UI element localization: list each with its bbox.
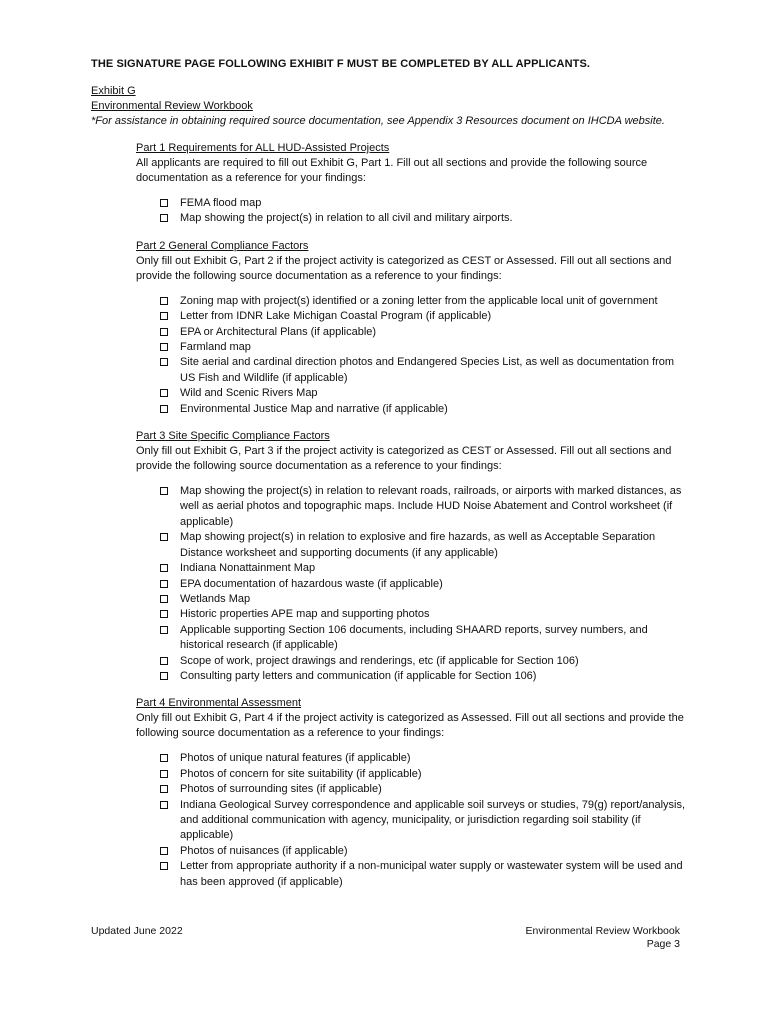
checklist-item (158, 402, 686, 417)
checklist-item-text: Letter from appropriate authority if a non-municipal water supply or wastewater system will be used and has been approved (if applicable) (180, 860, 683, 888)
part-section-3 (136, 429, 686, 684)
checkbox[interactable] (160, 405, 168, 413)
checkbox[interactable] (160, 358, 168, 366)
checklist (158, 484, 686, 684)
checklist-item-text: Photos of nuisances (if applicable) (180, 844, 348, 857)
checklist-item (158, 654, 686, 669)
checklist-item-text: Wild and Scenic Rivers Map (180, 387, 318, 400)
part-section-4 (136, 696, 686, 890)
checklist-item (158, 561, 686, 576)
exhibit-label: Exhibit G (91, 85, 136, 97)
part-heading: Part 3 Site Specific Compliance Factors (136, 430, 330, 443)
checklist (158, 751, 686, 890)
checklist-item-text: Consulting party letters and communication (if applicable for Section 106) (180, 669, 537, 682)
checklist-item-text: Photos of concern for site suitability (if applicable) (180, 767, 422, 780)
part-intro: Only fill out Exhibit G, Part 4 if the project activity is categorized as Assessed. Fill out all sections and provide the following source documentation as a reference to your findings: (136, 712, 684, 740)
checklist-item (158, 798, 686, 844)
checkbox[interactable] (160, 672, 168, 680)
parts-container (91, 141, 686, 890)
checklist-item-text: Applicable supporting Section 106 documents, including SHAARD reports, survey numbers, and historical research (if applicable) (180, 623, 648, 652)
checklist-item-text: Site aerial and cardinal direction photos and Endangered Species List, as well as documentation from US Fish and Wildlife (if applicable) (180, 356, 675, 384)
checklist-item (158, 484, 686, 530)
checklist-item (158, 844, 686, 859)
checklist-item (158, 577, 686, 592)
part-heading: Part 2 General Compliance Factors (136, 239, 309, 252)
part-heading: Part 1 Requirements for ALL HUD-Assisted Projects (136, 142, 390, 154)
checkbox[interactable] (160, 626, 168, 634)
checkbox[interactable] (160, 754, 168, 762)
checkbox[interactable] (160, 770, 168, 778)
checklist-item (158, 340, 686, 355)
checkbox[interactable] (160, 657, 168, 665)
checklist-item (158, 751, 686, 766)
checklist-item (158, 355, 686, 386)
checklist-item-text: Photos of surrounding sites (if applicable) (180, 783, 382, 796)
checklist-item (158, 592, 686, 607)
checklist-item-text: Scope of work, project drawings and renderings, etc (if applicable for Section 106) (180, 654, 579, 667)
checklist-item-text: Map showing project(s) in relation to explosive and fire hazards, as well as Acceptable Separation Distance worksheet and supporting documents (if any applicable) (180, 531, 656, 559)
checklist-item (158, 196, 686, 211)
checklist-item-text: EPA or Architectural Plans (if applicable) (180, 325, 377, 338)
checklist-item (158, 623, 686, 654)
footer-updated: Updated June 2022 (91, 925, 183, 937)
checklist-item (158, 859, 686, 890)
checkbox[interactable] (160, 580, 168, 588)
checkbox[interactable] (160, 595, 168, 603)
part-section-2 (136, 239, 686, 417)
part-intro: Only fill out Exhibit G, Part 2 if the project activity is categorized as CEST or Assessed. Fill out all sections and provide the following source documentation as a reference to your findings: (136, 254, 672, 282)
part-intro: Only fill out Exhibit G, Part 3 if the project activity is categorized as CEST or Assessed. Fill out all sections and provide the following source documentation as a reference to your findings: (136, 445, 672, 473)
checklist-item-text: Historic properties APE map and supporting photos (180, 608, 430, 621)
checklist-item-text: Photos of unique natural features (if applicable) (180, 752, 411, 765)
checkbox[interactable] (160, 312, 168, 320)
checkbox[interactable] (160, 328, 168, 336)
signature-notice: THE SIGNATURE PAGE FOLLOWING EXHIBIT F MUST BE COMPLETED BY ALL APPLICANTS. (91, 58, 591, 70)
part-intro: All applicants are required to fill out Exhibit G, Part 1. Fill out all sections and provide the following source documentation as a reference for your findings: (136, 157, 648, 184)
checklist-item (158, 767, 686, 782)
checkbox[interactable] (160, 801, 168, 809)
footer-doc-name: Environmental Review Workbook (525, 925, 680, 937)
checkbox[interactable] (160, 343, 168, 351)
checkbox[interactable] (160, 610, 168, 618)
assistance-note: *For assistance in obtaining required source documentation, see Appendix 3 Resources document on IHCDA website. (91, 115, 665, 127)
checkbox[interactable] (160, 847, 168, 855)
checkbox[interactable] (160, 533, 168, 541)
checklist-item (158, 211, 686, 226)
part-heading: Part 4 Environmental Assessment (136, 697, 302, 710)
checklist-item-text: Wetlands Map (180, 592, 251, 605)
checkbox[interactable] (160, 487, 168, 495)
checklist-item-text: EPA documentation of hazardous waste (if applicable) (180, 577, 443, 590)
checklist-item-text: Environmental Justice Map and narrative (if applicable) (180, 402, 448, 415)
checklist-item (158, 294, 686, 309)
document-page (91, 58, 686, 900)
part-section-1 (136, 141, 686, 227)
footer-right (526, 925, 680, 951)
checklist-item-text: Zoning map with project(s) identified or a zoning letter from the applicable local unit of government (180, 294, 658, 307)
checkbox[interactable] (160, 214, 168, 222)
checklist-item-text: FEMA flood map (180, 197, 262, 209)
checklist (158, 294, 686, 417)
checklist-item (158, 669, 686, 684)
footer-page-number: Page 3 (646, 938, 680, 950)
checklist-item (158, 530, 686, 561)
checkbox[interactable] (160, 785, 168, 793)
checklist-item (158, 386, 686, 401)
checkbox[interactable] (160, 199, 168, 207)
workbook-title: Environmental Review Workbook (91, 100, 253, 112)
checklist-item-text: Indiana Geological Survey correspondence and applicable soil surveys or studies, 79(g) report/analysis, and additional communication with agency, municipality, or jurisdiction regarding soil stability (if applicable) (180, 798, 686, 842)
checkbox[interactable] (160, 389, 168, 397)
checklist-item (158, 782, 686, 797)
checklist-item-text: Farmland map (180, 341, 251, 354)
checklist-item (158, 607, 686, 622)
checklist (158, 196, 686, 227)
checklist-item (158, 325, 686, 340)
checkbox[interactable] (160, 564, 168, 572)
checklist-item-text: Indiana Nonattainment Map (180, 562, 316, 575)
checkbox[interactable] (160, 297, 168, 305)
checklist-item-text: Map showing the project(s) in relation to all civil and military airports. (180, 212, 513, 225)
checklist-item-text: Letter from IDNR Lake Michigan Coastal Program (if applicable) (180, 310, 492, 323)
checklist-item (158, 309, 686, 324)
checklist-item-text: Map showing the project(s) in relation to relevant roads, railroads, or airports with marked distances, as well as aerial photos and topographic maps. Include HUD Noise Abatement and Control worksheet (if applicable) (180, 485, 682, 528)
checkbox[interactable] (160, 862, 168, 870)
